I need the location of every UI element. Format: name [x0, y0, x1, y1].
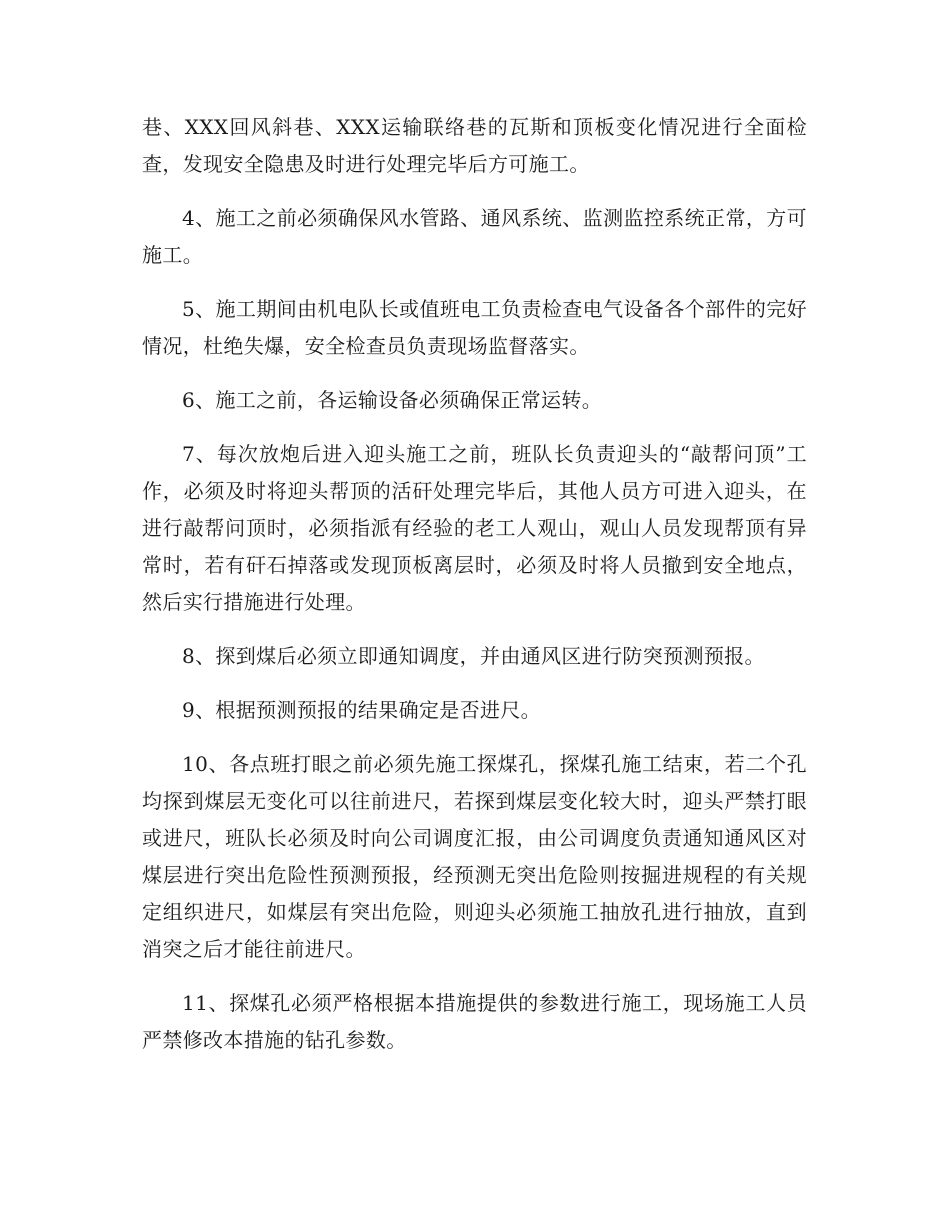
paragraph-item-7: 7、每次放炮后进入迎头施工之前，班队长负责迎头的“敲帮问顶”工作，必须及时将迎头帮顶的活矸处理完毕后，其他人员方可进入迎头，在进行敲帮问顶时，必须指派有经验的老工人观山，观山人员发现帮顶有异常时，若有矸石掉落或发现顶板离层时，必须及时将人员撤到安全地点，然后实行措施进行处理。 — [142, 442, 807, 614]
paragraph-item-10: 10、各点班打眼之前必须先施工探煤孔，探煤孔施工结束，若二个孔均探到煤层无变化可以往前进尺，若探到煤层变化较大时，迎头严禁打眼或进尺，班队长必须及时向公司调度汇报，由公司调度负责通知通风区对煤层进行突出危险性预测预报，经预测无突出危险则按掘进规程的有关规定组织进尺，如煤层有突出危险，则迎头必须施工抽放孔进行抽放，直到消突之后才能往前进尺。 — [142, 752, 807, 961]
paragraph-item-4: 4、施工之前必须确保风水管路、通风系统、监测监控系统正常，方可施工。 — [142, 206, 807, 267]
paragraph-item-11: 11、探煤孔必须严格根据本措施提供的参数进行施工，现场施工人员严禁修改本措施的钻孔参数。 — [142, 991, 807, 1052]
paragraph-item-6: 6、施工之前，各运输设备必须确保正常运转。 — [182, 388, 603, 412]
paragraph-item-5: 5、施工期间由机电队长或值班电工负责检查电气设备各个部件的完好情况，杜绝失爆，安全检查员负责现场监督落实。 — [142, 297, 807, 358]
paragraph-continuation: 巷、XXX回风斜巷、XXX运输联络巷的瓦斯和顶板变化情况进行全面检查，发现安全隐患及时进行处理完毕后方可施工。 — [142, 115, 807, 176]
paragraph-item-9: 9、根据预测预报的结果确定是否进尺。 — [182, 698, 542, 722]
paragraph-item-8: 8、探到煤后必须立即通知调度，并由通风区进行防突预测预报。 — [182, 644, 765, 668]
document-body — [142, 109, 807, 1076]
